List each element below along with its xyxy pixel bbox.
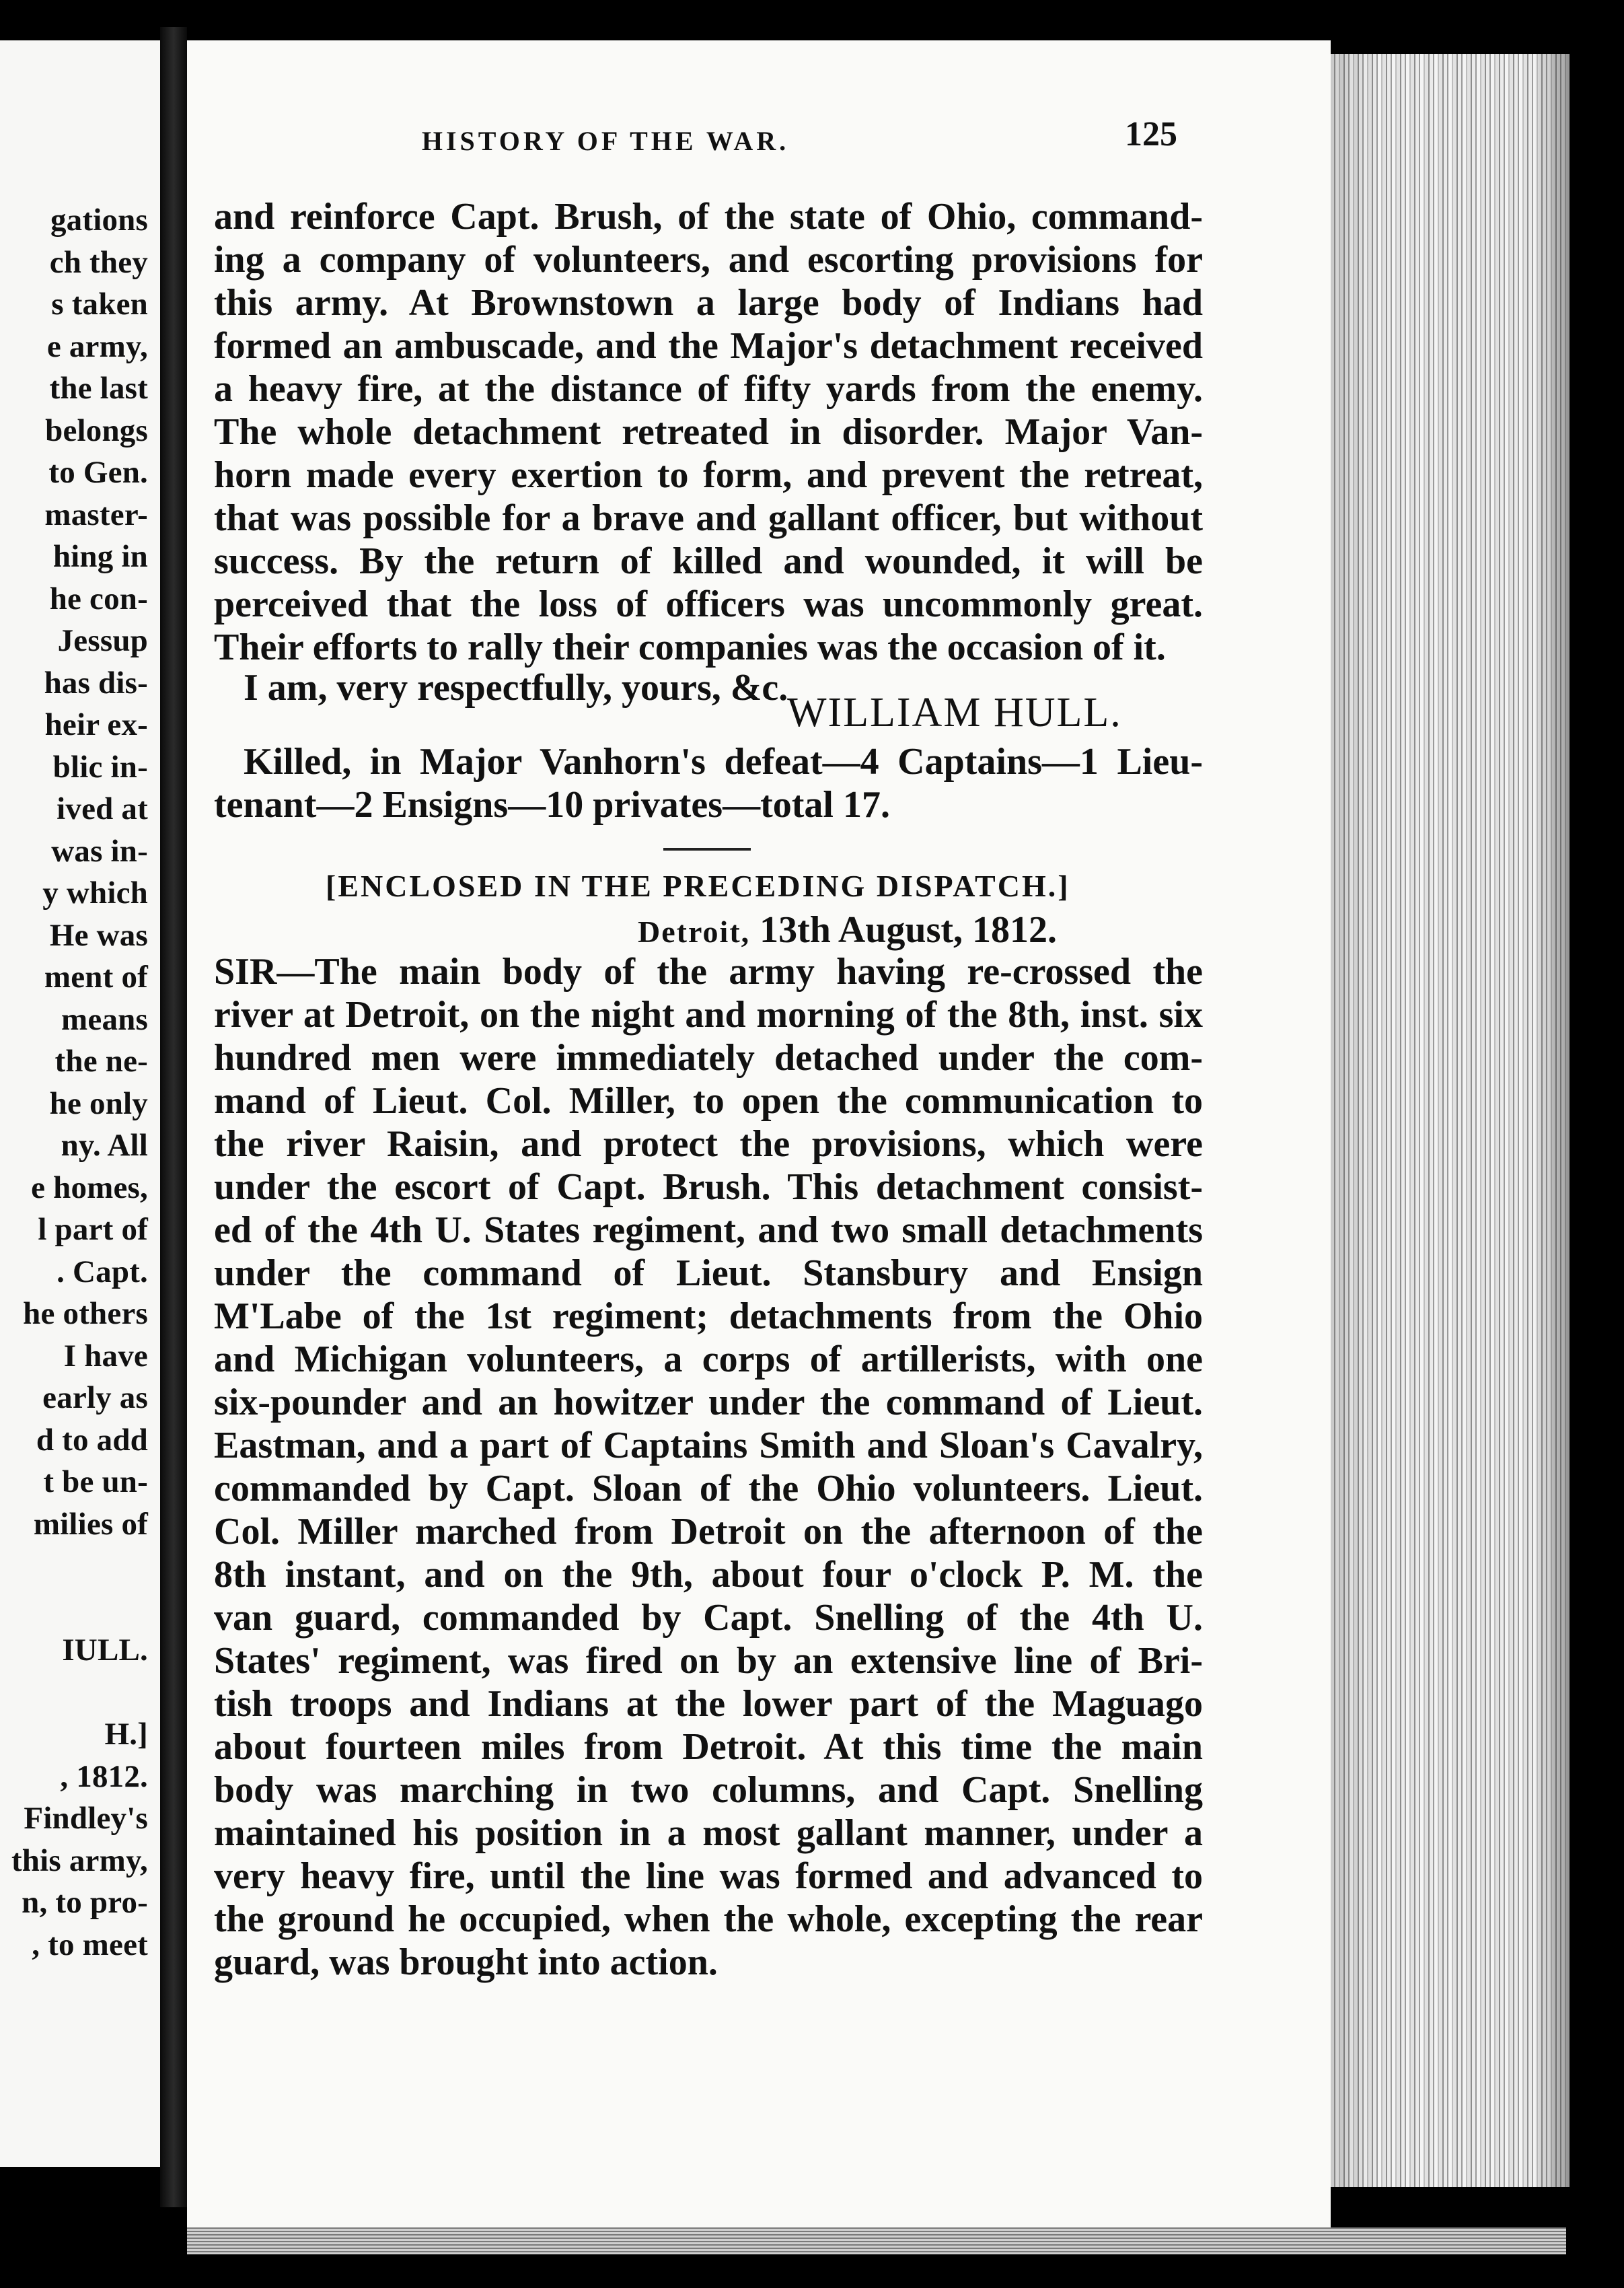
facing-page-line: He was — [49, 917, 148, 953]
enclosure-line: under the escort of Capt. Brush. This detachment consist- — [214, 1166, 1203, 1208]
facing-page-line: blic in- — [52, 749, 148, 785]
enclosure-heading: [ENCLOSED IN THE PRECEDING DISPATCH.] — [326, 869, 1070, 903]
enclosure-line: tish troops and Indians at the lower part of the Maguago — [214, 1683, 1203, 1725]
facing-page-line: has dis- — [44, 665, 148, 701]
facing-page-line: master- — [44, 497, 148, 532]
facing-page-line: e army, — [46, 328, 148, 364]
facing-page-line: heir ex- — [44, 707, 148, 742]
facing-page-line: s taken — [51, 287, 148, 322]
enclosure-line: the river Raisin, and protect the provisions, which were — [214, 1123, 1203, 1165]
facing-page-line: l part of — [38, 1212, 148, 1247]
letter-line: perceived that the loss of officers was uncommonly great. — [214, 583, 1203, 625]
letter-line: this army. At Brownstown a large body of Indians had — [214, 282, 1203, 324]
page-number: 125 — [1125, 115, 1177, 153]
letter-line: success. By the return of killed and wounded, it will be — [214, 540, 1203, 582]
letter-line: formed an ambuscade, and the Major's detachment received — [214, 325, 1203, 367]
facing-page-line: . Capt. — [57, 1254, 148, 1289]
section-rule — [663, 848, 751, 851]
enclosure-line: States' regiment, was fired on by an extensive line of Bri- — [214, 1640, 1203, 1682]
facing-page-line: the ne- — [54, 1044, 148, 1079]
facing-page-line: this army, — [11, 1843, 148, 1878]
letter-line: Their efforts to rally their companies was the occasion of it. — [214, 627, 1166, 668]
facing-page-line: early as — [42, 1380, 148, 1415]
signature: WILLIAM HULL. — [787, 690, 1122, 736]
facing-page-line: , to meet — [32, 1927, 148, 1962]
dateline-date: 13th August, 1812. — [750, 909, 1058, 951]
enclosure-line: SIR—The main body of the army having re-crossed the — [214, 951, 1203, 993]
enclosure-line: under the command of Lieut. Stansbury and Ensign — [214, 1252, 1203, 1294]
facing-page-line: t be un- — [43, 1464, 148, 1499]
facing-page-line: to Gen. — [48, 455, 148, 490]
facing-page-fragment — [0, 40, 160, 2167]
enclosure-line: hundred men were immediately detached under the com- — [214, 1037, 1203, 1079]
facing-page-line: gations — [50, 203, 148, 238]
page-edges — [1331, 54, 1570, 2187]
dateline-place: Detroit, — [638, 915, 751, 949]
facing-page-line: H.] — [104, 1717, 148, 1752]
facing-page-line: , 1812. — [60, 1758, 148, 1794]
facing-page-line: Findley's — [24, 1801, 148, 1836]
facing-page-line: milies of — [33, 1506, 148, 1542]
enclosure-line: and Michigan volunteers, a corps of artillerists, with one — [214, 1338, 1203, 1380]
facing-page-line: n, to pro- — [22, 1885, 148, 1920]
enclosure-line: about fourteen miles from Detroit. At this time the main — [214, 1726, 1203, 1768]
dateline — [638, 908, 1057, 952]
facing-page-line: means — [61, 1001, 148, 1037]
facing-page-line: he only — [49, 1085, 148, 1121]
facing-page-line: ch they — [49, 244, 148, 280]
letter-closing: I am, very respectfully, yours, &c. — [244, 667, 788, 709]
casualty-line: Killed, in Major Vanhorn's defeat—4 Captains—1 Lieu- — [244, 741, 1203, 783]
enclosure-line: 8th instant, and on the 9th, about four o'clock P. M. the — [214, 1554, 1203, 1596]
facing-page-line: he con- — [49, 581, 148, 616]
letter-line: a heavy fire, at the distance of fifty yards from the enemy. — [214, 368, 1203, 410]
enclosure-line: ed of the 4th U. States regiment, and two small detachments — [214, 1209, 1203, 1251]
facing-page-line: IULL. — [62, 1633, 148, 1668]
letter-line: that was possible for a brave and gallant officer, but without — [214, 497, 1203, 539]
facing-page-line: hing in — [52, 539, 148, 574]
enclosure-line: river at Detroit, on the night and morning of the 8th, inst. six — [214, 994, 1203, 1036]
running-head: HISTORY OF THE WAR. — [421, 126, 790, 156]
facing-page-line: he others — [23, 1296, 148, 1331]
enclosure-line: guard, was brought into action. — [214, 1941, 718, 1983]
facing-page-line: Jessup — [57, 623, 148, 658]
facing-page-line: belongs — [45, 413, 148, 448]
enclosure-line: mand of Lieut. Col. Miller, to open the communication to — [214, 1080, 1203, 1122]
enclosure-line: commanded by Capt. Sloan of the Ohio volunteers. Lieut. — [214, 1468, 1203, 1509]
facing-page-line: the last — [49, 371, 148, 406]
letter-line: horn made every exertion to form, and prevent the retreat, — [214, 454, 1203, 496]
casualty-line: tenant—2 Ensigns—10 privates—total 17. — [214, 784, 890, 826]
facing-page-line: ived at — [57, 791, 148, 826]
facing-page-line: was in- — [51, 833, 148, 869]
letter-line: ing a company of volunteers, and escorting provisions for — [214, 239, 1203, 281]
facing-page-line: e homes, — [31, 1170, 148, 1205]
enclosure-line: very heavy fire, until the line was formed and advanced to — [214, 1855, 1203, 1897]
facing-page-line: I have — [63, 1338, 148, 1373]
enclosure-line: the ground he occupied, when the whole, excepting the rear — [214, 1898, 1203, 1940]
facing-page-line: y which — [42, 875, 148, 910]
enclosure-line: maintained his position in a most gallant manner, under a — [214, 1812, 1203, 1854]
facing-page-line: ment of — [44, 960, 148, 995]
facing-page-line: ny. All — [61, 1128, 148, 1163]
letter-line: The whole detachment retreated in disorder. Major Van- — [214, 411, 1203, 453]
enclosure-line: M'Labe of the 1st regiment; detachments from the Ohio — [214, 1295, 1203, 1337]
enclosure-line: six-pounder and an howitzer under the command of Lieut. — [214, 1382, 1203, 1423]
enclosure-line: body was marching in two columns, and Capt. Snelling — [214, 1769, 1203, 1811]
letter-line: and reinforce Capt. Brush, of the state of Ohio, command- — [214, 196, 1203, 238]
enclosure-line: Eastman, and a part of Captains Smith and Sloan's Cavalry, — [214, 1425, 1203, 1466]
page-bottom-edge — [187, 2227, 1566, 2254]
enclosure-line: Col. Miller marched from Detroit on the afternoon of the — [214, 1511, 1203, 1552]
facing-page-line: d to add — [36, 1422, 148, 1458]
book-gutter — [160, 27, 187, 2207]
enclosure-line: van guard, commanded by Capt. Snelling of the 4th U. — [214, 1597, 1203, 1639]
